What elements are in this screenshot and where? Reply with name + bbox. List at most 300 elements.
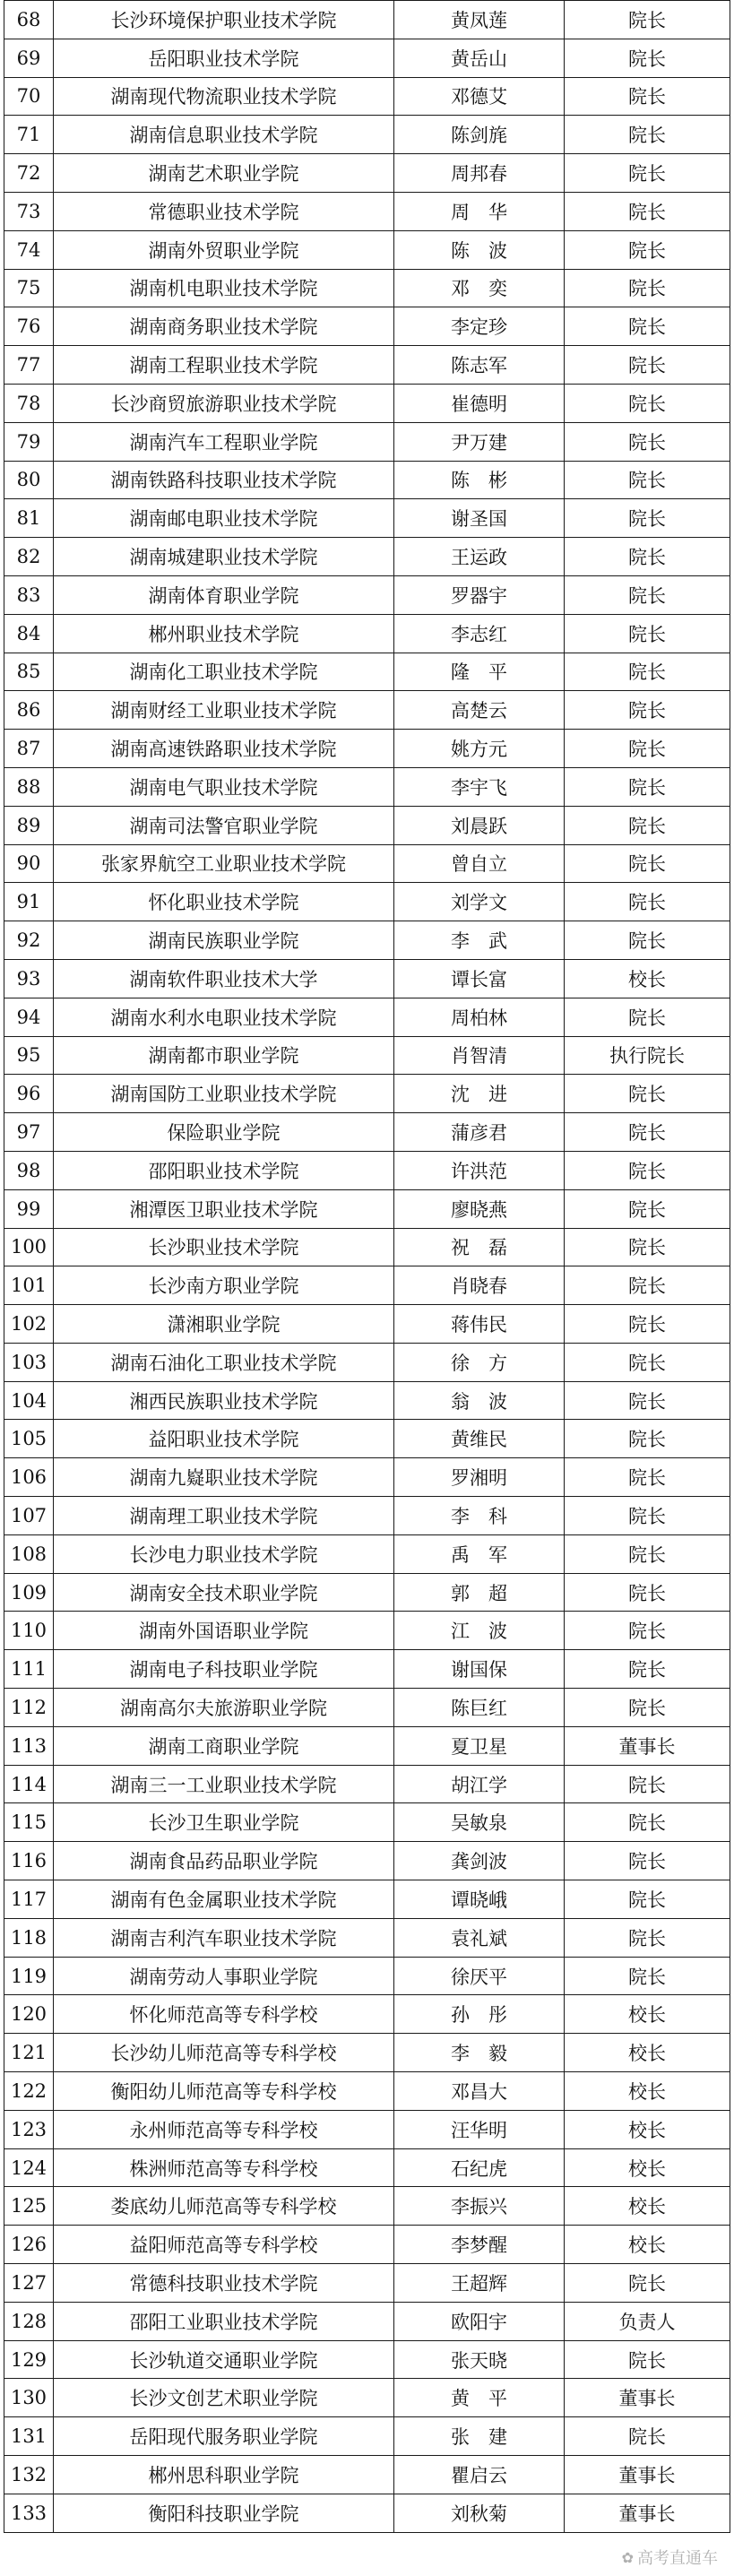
job-title: 院长	[565, 269, 730, 307]
school-name: 湖南汽车工程职业学院	[54, 422, 394, 461]
person-name: 陈 彬	[394, 461, 565, 499]
person-name: 陈剑旄	[394, 116, 565, 154]
school-name: 湖南体育职业学院	[54, 575, 394, 614]
person-name: 郭 超	[394, 1573, 565, 1612]
row-number: 116	[4, 1842, 54, 1880]
job-title: 院长	[565, 998, 730, 1036]
watermark	[622, 2546, 718, 2569]
person-name: 黄凤莲	[394, 1, 565, 39]
person-name: 孙 彤	[394, 1995, 565, 2034]
school-name: 湖南财经工业职业技术学院	[54, 691, 394, 730]
person-name: 陈 波	[394, 230, 565, 269]
school-name: 娄底幼儿师范高等专科学校	[54, 2187, 394, 2226]
job-title: 院长	[565, 307, 730, 346]
person-name: 周柏林	[394, 998, 565, 1036]
table-row	[4, 959, 730, 998]
job-title: 董事长	[565, 2494, 730, 2532]
table-row	[4, 1497, 730, 1535]
job-title: 院长	[565, 730, 730, 768]
row-number: 85	[4, 653, 54, 691]
row-number: 113	[4, 1726, 54, 1765]
row-number: 76	[4, 307, 54, 346]
row-number: 117	[4, 1880, 54, 1919]
person-name: 李宇飞	[394, 767, 565, 806]
table-row	[4, 844, 730, 883]
job-title: 院长	[565, 2264, 730, 2303]
school-name: 衡阳科技职业学院	[54, 2494, 394, 2532]
row-number: 70	[4, 77, 54, 116]
job-title: 院长	[565, 1612, 730, 1650]
table-row	[4, 1689, 730, 1727]
table-row	[4, 461, 730, 499]
table-row	[4, 1036, 730, 1075]
person-name: 刘学文	[394, 883, 565, 921]
person-name: 禹 军	[394, 1534, 565, 1573]
job-title: 校长	[565, 2148, 730, 2187]
person-name: 汪华明	[394, 2110, 565, 2148]
row-number: 88	[4, 767, 54, 806]
school-name: 衡阳幼儿师范高等专科学校	[54, 2072, 394, 2111]
school-name: 湖南高尔夫旅游职业学院	[54, 1689, 394, 1727]
school-name: 益阳师范高等专科学校	[54, 2226, 394, 2264]
person-name: 瞿启云	[394, 2456, 565, 2494]
job-title: 院长	[565, 844, 730, 883]
row-number: 129	[4, 2340, 54, 2379]
row-number: 108	[4, 1534, 54, 1573]
school-name: 湖南有色金属职业技术学院	[54, 1880, 394, 1919]
job-title: 院长	[565, 346, 730, 385]
person-name: 刘秋菊	[394, 2494, 565, 2532]
school-name: 湖南外国语职业学院	[54, 1612, 394, 1650]
school-name: 张家界航空工业职业技术学院	[54, 844, 394, 883]
row-number: 109	[4, 1573, 54, 1612]
person-name: 吴敏泉	[394, 1803, 565, 1842]
row-number: 122	[4, 2072, 54, 2111]
school-name: 湖南水利水电职业技术学院	[54, 998, 394, 1036]
row-number: 99	[4, 1189, 54, 1228]
school-name: 湖南城建职业技术学院	[54, 538, 394, 576]
row-number: 100	[4, 1228, 54, 1266]
row-number: 84	[4, 614, 54, 653]
job-title: 院长	[565, 2417, 730, 2456]
school-name: 湖南食品药品职业学院	[54, 1842, 394, 1880]
person-name: 石纪虎	[394, 2148, 565, 2187]
job-title: 院长	[565, 538, 730, 576]
job-title: 校长	[565, 2226, 730, 2264]
table-row	[4, 998, 730, 1036]
school-name: 怀化师范高等专科学校	[54, 1995, 394, 2034]
job-title: 院长	[565, 1765, 730, 1803]
school-name: 长沙电力职业技术学院	[54, 1534, 394, 1573]
table-row	[4, 2110, 730, 2148]
job-title: 院长	[565, 230, 730, 269]
school-name: 湖南外贸职业学院	[54, 230, 394, 269]
table-row	[4, 1765, 730, 1803]
school-name: 长沙卫生职业学院	[54, 1803, 394, 1842]
job-title: 校长	[565, 2187, 730, 2226]
table-row	[4, 1420, 730, 1458]
school-name: 益阳职业技术学院	[54, 1420, 394, 1458]
school-name: 常德职业技术学院	[54, 192, 394, 230]
table-row	[4, 116, 730, 154]
table-row	[4, 192, 730, 230]
person-name: 李梦醒	[394, 2226, 565, 2264]
person-name: 尹万建	[394, 422, 565, 461]
school-name: 湖南安全技术职业学院	[54, 1573, 394, 1612]
row-number: 94	[4, 998, 54, 1036]
job-title: 院长	[565, 1497, 730, 1535]
person-name: 姚方元	[394, 730, 565, 768]
job-title: 院长	[565, 461, 730, 499]
person-name: 张天晓	[394, 2340, 565, 2379]
row-number: 101	[4, 1266, 54, 1305]
person-name: 隆 平	[394, 653, 565, 691]
job-title: 院长	[565, 1228, 730, 1266]
person-name: 王运政	[394, 538, 565, 576]
school-name: 湖南三一工业职业技术学院	[54, 1765, 394, 1803]
person-name: 谭长富	[394, 959, 565, 998]
table-row	[4, 1957, 730, 1995]
row-number: 125	[4, 2187, 54, 2226]
person-name: 蒋伟民	[394, 1305, 565, 1344]
school-name: 岳阳现代服务职业学院	[54, 2417, 394, 2456]
person-name: 翁 波	[394, 1381, 565, 1420]
school-name: 怀化职业技术学院	[54, 883, 394, 921]
person-name: 李振兴	[394, 2187, 565, 2226]
school-name: 郴州思科职业学院	[54, 2456, 394, 2494]
row-number: 120	[4, 1995, 54, 2034]
table-row	[4, 1075, 730, 1113]
row-number: 123	[4, 2110, 54, 2148]
table-row	[4, 806, 730, 844]
job-title: 院长	[565, 39, 730, 77]
row-number: 110	[4, 1612, 54, 1650]
school-name: 长沙南方职业学院	[54, 1266, 394, 1305]
person-name: 龚剑波	[394, 1842, 565, 1880]
person-name: 李 毅	[394, 2034, 565, 2072]
person-name: 肖晓春	[394, 1266, 565, 1305]
job-title: 院长	[565, 1957, 730, 1995]
person-name: 许洪范	[394, 1151, 565, 1189]
school-name: 湖南石油化工职业技术学院	[54, 1343, 394, 1381]
table-row	[4, 2379, 730, 2417]
person-name: 祝 磊	[394, 1228, 565, 1266]
school-name: 长沙商贸旅游职业技术学院	[54, 384, 394, 422]
table-row	[4, 538, 730, 576]
job-title: 董事长	[565, 1726, 730, 1765]
row-number: 131	[4, 2417, 54, 2456]
row-number: 90	[4, 844, 54, 883]
job-title: 院长	[565, 691, 730, 730]
row-number: 74	[4, 230, 54, 269]
person-name: 周邦春	[394, 154, 565, 193]
principal-roster-table	[4, 0, 730, 2533]
row-number: 91	[4, 883, 54, 921]
school-name: 湖南铁路科技职业技术学院	[54, 461, 394, 499]
school-name: 湖南吉利汽车职业技术学院	[54, 1918, 394, 1957]
person-name: 李 武	[394, 921, 565, 960]
person-name: 罗湘明	[394, 1458, 565, 1497]
school-name: 湖南电气职业技术学院	[54, 767, 394, 806]
row-number: 128	[4, 2302, 54, 2340]
job-title: 院长	[565, 1650, 730, 1689]
table-row	[4, 384, 730, 422]
job-title: 院长	[565, 1113, 730, 1152]
school-name: 湖南司法警官职业学院	[54, 806, 394, 844]
job-title: 院长	[565, 883, 730, 921]
table-row	[4, 1650, 730, 1689]
row-number: 119	[4, 1957, 54, 1995]
row-number: 83	[4, 575, 54, 614]
job-title: 院长	[565, 1918, 730, 1957]
row-number: 127	[4, 2264, 54, 2303]
school-name: 湖南软件职业技术大学	[54, 959, 394, 998]
table-row	[4, 1381, 730, 1420]
job-title: 院长	[565, 1381, 730, 1420]
row-number: 71	[4, 116, 54, 154]
row-number: 111	[4, 1650, 54, 1689]
job-title: 负责人	[565, 2302, 730, 2340]
person-name: 夏卫星	[394, 1726, 565, 1765]
school-name: 株洲师范高等专科学校	[54, 2148, 394, 2187]
job-title: 院长	[565, 384, 730, 422]
person-name: 曾自立	[394, 844, 565, 883]
job-title: 院长	[565, 1266, 730, 1305]
school-name: 湖南劳动人事职业学院	[54, 1957, 394, 1995]
job-title: 院长	[565, 1305, 730, 1344]
table-row	[4, 2226, 730, 2264]
row-number: 112	[4, 1689, 54, 1727]
row-number: 73	[4, 192, 54, 230]
table-row	[4, 2456, 730, 2494]
person-name: 高楚云	[394, 691, 565, 730]
person-name: 黄岳山	[394, 39, 565, 77]
school-name: 郴州职业技术学院	[54, 614, 394, 653]
table-row	[4, 1803, 730, 1842]
job-title: 院长	[565, 1343, 730, 1381]
row-number: 97	[4, 1113, 54, 1152]
job-title: 院长	[565, 767, 730, 806]
person-name: 崔德明	[394, 384, 565, 422]
school-name: 潇湘职业学院	[54, 1305, 394, 1344]
row-number: 132	[4, 2456, 54, 2494]
table-row	[4, 154, 730, 193]
row-number: 105	[4, 1420, 54, 1458]
table-row	[4, 767, 730, 806]
job-title: 校长	[565, 2110, 730, 2148]
table-row	[4, 1458, 730, 1497]
table-row	[4, 691, 730, 730]
row-number: 96	[4, 1075, 54, 1113]
row-number: 124	[4, 2148, 54, 2187]
job-title: 院长	[565, 1573, 730, 1612]
table-row	[4, 2148, 730, 2187]
school-name: 长沙幼儿师范高等专科学校	[54, 2034, 394, 2072]
table-row	[4, 1612, 730, 1650]
job-title: 院长	[565, 1842, 730, 1880]
job-title: 院长	[565, 1189, 730, 1228]
school-name: 湘潭医卫职业技术学院	[54, 1189, 394, 1228]
school-name: 长沙文创艺术职业学院	[54, 2379, 394, 2417]
row-number: 107	[4, 1497, 54, 1535]
job-title: 院长	[565, 1, 730, 39]
row-number: 118	[4, 1918, 54, 1957]
person-name: 江 波	[394, 1612, 565, 1650]
school-name: 湖南民族职业学院	[54, 921, 394, 960]
school-name: 邵阳职业技术学院	[54, 1151, 394, 1189]
school-name: 湘西民族职业技术学院	[54, 1381, 394, 1420]
row-number: 79	[4, 422, 54, 461]
school-name: 湖南电子科技职业学院	[54, 1650, 394, 1689]
person-name: 沈 进	[394, 1075, 565, 1113]
row-number: 115	[4, 1803, 54, 1842]
table-row	[4, 2494, 730, 2532]
person-name: 陈巨红	[394, 1689, 565, 1727]
row-number: 72	[4, 154, 54, 193]
school-name: 湖南理工职业技术学院	[54, 1497, 394, 1535]
job-title: 院长	[565, 1420, 730, 1458]
row-number: 126	[4, 2226, 54, 2264]
person-name: 张 建	[394, 2417, 565, 2456]
roster-body	[4, 1, 730, 2533]
job-title: 院长	[565, 422, 730, 461]
person-name: 谢国保	[394, 1650, 565, 1689]
row-number: 102	[4, 1305, 54, 1344]
row-number: 95	[4, 1036, 54, 1075]
school-name: 湖南机电职业技术学院	[54, 269, 394, 307]
table-row	[4, 1343, 730, 1381]
table-row	[4, 1266, 730, 1305]
row-number: 80	[4, 461, 54, 499]
job-title: 院长	[565, 921, 730, 960]
table-row	[4, 2302, 730, 2340]
school-name: 邵阳工业职业技术学院	[54, 2302, 394, 2340]
table-row	[4, 575, 730, 614]
row-number: 133	[4, 2494, 54, 2532]
job-title: 院长	[565, 1075, 730, 1113]
table-row	[4, 1305, 730, 1344]
person-name: 黄维民	[394, 1420, 565, 1458]
table-row	[4, 2340, 730, 2379]
school-name: 永州师范高等专科学校	[54, 2110, 394, 2148]
job-title: 院长	[565, 806, 730, 844]
person-name: 谭晓峨	[394, 1880, 565, 1919]
table-row	[4, 1, 730, 39]
person-name: 王超辉	[394, 2264, 565, 2303]
person-name: 袁礼斌	[394, 1918, 565, 1957]
person-name: 徐厌平	[394, 1957, 565, 1995]
table-row	[4, 2417, 730, 2456]
row-number: 78	[4, 384, 54, 422]
job-title: 院长	[565, 77, 730, 116]
job-title: 院长	[565, 192, 730, 230]
school-name: 长沙环境保护职业技术学院	[54, 1, 394, 39]
table-row	[4, 1534, 730, 1573]
job-title: 院长	[565, 575, 730, 614]
table-row	[4, 1228, 730, 1266]
job-title: 院长	[565, 1534, 730, 1573]
row-number: 106	[4, 1458, 54, 1497]
row-number: 121	[4, 2034, 54, 2072]
job-title: 校长	[565, 1995, 730, 2034]
table-row	[4, 307, 730, 346]
job-title: 院长	[565, 499, 730, 538]
table-row	[4, 2034, 730, 2072]
row-number: 81	[4, 499, 54, 538]
job-title: 董事长	[565, 2456, 730, 2494]
person-name: 黄 平	[394, 2379, 565, 2417]
school-name: 湖南都市职业学院	[54, 1036, 394, 1075]
row-number: 75	[4, 269, 54, 307]
person-name: 廖晓燕	[394, 1189, 565, 1228]
school-name: 长沙职业技术学院	[54, 1228, 394, 1266]
row-number: 93	[4, 959, 54, 998]
table-row	[4, 730, 730, 768]
school-name: 湖南艺术职业学院	[54, 154, 394, 193]
row-number: 77	[4, 346, 54, 385]
table-row	[4, 614, 730, 653]
row-number: 130	[4, 2379, 54, 2417]
table-row	[4, 1995, 730, 2034]
table-row	[4, 422, 730, 461]
job-title: 院长	[565, 1803, 730, 1842]
job-title: 院长	[565, 1689, 730, 1727]
person-name: 邓昌大	[394, 2072, 565, 2111]
person-name: 李定珍	[394, 307, 565, 346]
table-row	[4, 346, 730, 385]
row-number: 104	[4, 1381, 54, 1420]
table-row	[4, 1151, 730, 1189]
school-name: 湖南九嶷职业技术学院	[54, 1458, 394, 1497]
table-row	[4, 1918, 730, 1957]
job-title: 院长	[565, 1458, 730, 1497]
row-number: 92	[4, 921, 54, 960]
job-title: 董事长	[565, 2379, 730, 2417]
person-name: 刘晨跃	[394, 806, 565, 844]
school-name: 湖南现代物流职业技术学院	[54, 77, 394, 116]
school-name: 湖南邮电职业技术学院	[54, 499, 394, 538]
table-row	[4, 1189, 730, 1228]
table-row	[4, 2187, 730, 2226]
table-row	[4, 77, 730, 116]
school-name: 湖南高速铁路职业技术学院	[54, 730, 394, 768]
job-title: 院长	[565, 2340, 730, 2379]
job-title: 院长	[565, 154, 730, 193]
table-row	[4, 921, 730, 960]
school-name: 长沙轨道交通职业学院	[54, 2340, 394, 2379]
job-title: 院长	[565, 1151, 730, 1189]
person-name: 邓 奕	[394, 269, 565, 307]
school-name: 湖南商务职业技术学院	[54, 307, 394, 346]
person-name: 罗器宇	[394, 575, 565, 614]
person-name: 陈志军	[394, 346, 565, 385]
job-title: 校长	[565, 2034, 730, 2072]
table-row	[4, 499, 730, 538]
job-title: 院长	[565, 614, 730, 653]
person-name: 肖智清	[394, 1036, 565, 1075]
table-row	[4, 1726, 730, 1765]
person-name: 邓德艾	[394, 77, 565, 116]
table-row	[4, 2264, 730, 2303]
table-row	[4, 230, 730, 269]
table-row	[4, 39, 730, 77]
table-row	[4, 269, 730, 307]
table-row	[4, 653, 730, 691]
job-title: 执行院长	[565, 1036, 730, 1075]
table-row	[4, 2072, 730, 2111]
school-name: 保险职业学院	[54, 1113, 394, 1152]
row-number: 89	[4, 806, 54, 844]
